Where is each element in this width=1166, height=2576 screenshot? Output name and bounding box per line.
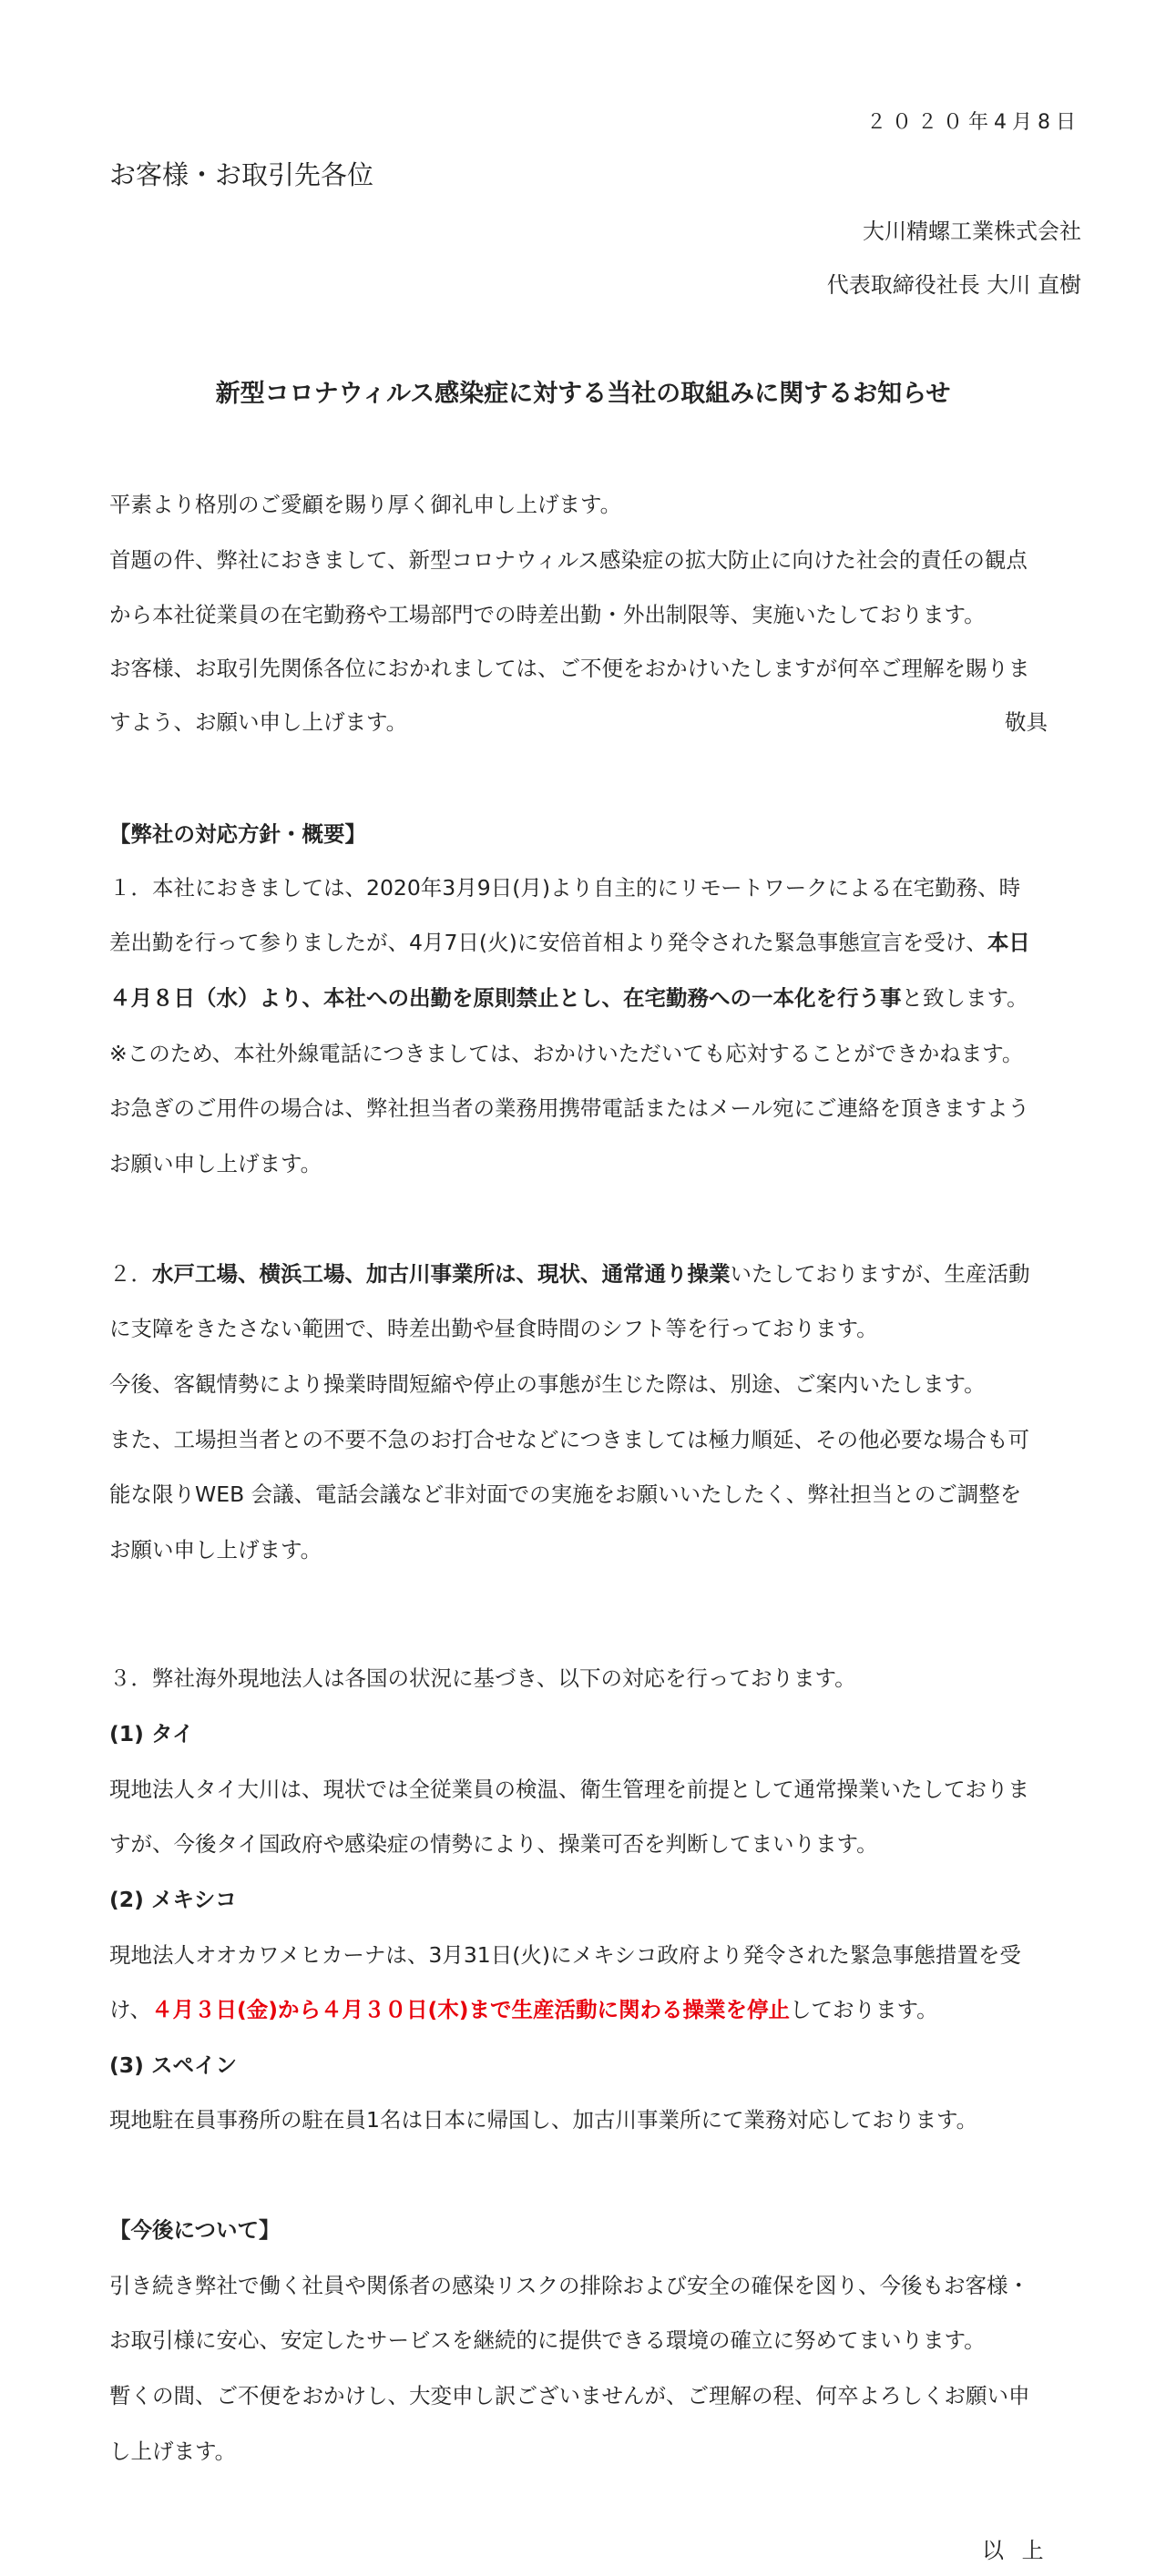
- section1-line: ※このため、本社外線電話につきましては、おかけいただいても応対することができかねます。: [109, 1041, 1024, 1066]
- highlight-span: ４月３日(金)から４月３０日(木)まで生産活動に関わる操業を停止: [151, 1997, 791, 2022]
- mexico-heading: (2) メキシコ: [109, 1887, 237, 1912]
- spain-heading: (3) スペイン: [109, 2052, 238, 2078]
- bold-span: ４月８日（水）より、本社への出勤を原則禁止とし、在宅勤務への一本化を行う事: [109, 985, 902, 1011]
- text-span: け、: [109, 1997, 152, 2022]
- representative-name: 代表取締役社長 大川 直樹: [826, 272, 1081, 298]
- bold-span: 本日: [987, 930, 1030, 955]
- greeting-line: お客様、お取引先関係各位におかれましては、ご不便をおかけいたしますが何卒ご理解を賜りま: [109, 656, 1030, 681]
- section2-line: 今後、客観情勢により操業時間短縮や停止の事態が生じた際は、別途、ご案内いたします。: [109, 1371, 986, 1397]
- section2-line: に支障をきたさない範囲で、時差出勤や昼食時間のシフト等を行っております。: [109, 1316, 878, 1341]
- text-span: と致します。: [901, 985, 1028, 1011]
- text-span: 差出勤を行って参りましたが、4月7日(火)に安倍首相より発令された緊急事態宣言を受け、: [109, 930, 987, 955]
- greeting-line: 平素より格別のご愛顧を賜り厚く御礼申し上げます。: [109, 492, 622, 517]
- section1-line: お急ぎのご用件の場合は、弊社担当者の業務用携帯電話またはメール宛にご連絡を頂きますよう: [109, 1095, 1030, 1121]
- section2-line: 能な限りWEB 会議、電話会議など非対面での実施をお願いいたしたく、弊社担当とのご調整を: [109, 1481, 1022, 1507]
- section1-line: お願い申し上げます。: [109, 1151, 322, 1176]
- mexico-line: 現地法人オオカワメヒカーナは、3月31日(火)にメキシコ政府より発令された緊急事態措置を受: [109, 1942, 1021, 1968]
- section2-line: [109, 1257, 1030, 1288]
- spain-line: 現地駐在員事務所の駐在員1名は日本に帰国し、加古川事業所にて業務対応しております。: [109, 2107, 978, 2133]
- section1-line: [109, 981, 1028, 1012]
- document-closing: 以 上: [982, 2538, 1049, 2563]
- section1-line: [109, 925, 1030, 956]
- section2-line: また、工場担当者との不要不急のお打合せなどにつきましては極力順延、その他必要な場合も可: [109, 1427, 1030, 1452]
- text-span: いたしておりますが、生産活動: [730, 1261, 1030, 1287]
- future-line: お取引様に安心、安定したサービスを継続的に提供できる環境の確立に努めてまいります。: [109, 2327, 986, 2353]
- document-title: 新型コロナウィルス感染症に対する当社の取組みに関するお知らせ: [215, 380, 951, 408]
- future-line: 引き続き弊社で働く社員や関係者の感染リスクの排除および安全の確保を図り、今後もお客様・: [109, 2273, 1030, 2298]
- mexico-line: [109, 1992, 938, 2023]
- text-span: ２．: [109, 1261, 152, 1287]
- policy-heading: 【弊社の対応方針・概要】: [109, 821, 366, 847]
- bold-span: 水戸工場、横浜工場、加古川事業所は、現状、通常通り操業: [152, 1261, 731, 1287]
- greeting-line: から本社従業員の在宅勤務や工場部門での時差出勤・外出制限等、実施いたしております。: [109, 602, 986, 627]
- greeting-line: 首題の件、弊社におきまして、新型コロナウィルス感染症の拡大防止に向けた社会的責任の観点: [109, 547, 1028, 573]
- section2-line: お願い申し上げます。: [109, 1537, 322, 1563]
- company-name: 大川精螺工業株式会社: [863, 219, 1081, 244]
- document-date: ２０２０年4月8日: [866, 111, 1081, 134]
- text-span: しております。: [790, 1997, 938, 2022]
- section3-line: ３．弊社海外現地法人は各国の状況に基づき、以下の対応を行っております。: [109, 1665, 856, 1691]
- thai-line: 現地法人タイ大川は、現状では全従業員の検温、衛生管理を前提として通常操業いたしておりま: [109, 1777, 1030, 1802]
- greeting-line: すよう、お願い申し上げます。: [109, 709, 408, 735]
- future-line: 暫くの間、ご不便をおかけし、大変申し訳ございませんが、ご理解の程、何卒よろしくお願い申: [109, 2383, 1030, 2408]
- addressee: お客様・お取引先各位: [109, 159, 374, 190]
- thai-heading: (1) タイ: [109, 1721, 194, 1746]
- future-line: し上げます。: [109, 2439, 237, 2464]
- thai-line: すが、今後タイ国政府や感染症の情勢により、操業可否を判断してまいります。: [109, 1831, 878, 1857]
- future-heading: 【今後について】: [109, 2217, 281, 2243]
- greeting-closing: 敬具: [1005, 709, 1048, 735]
- section1-line: １．本社におきましては、2020年3月9日(月)より自主的にリモートワークによる在宅勤務、時: [109, 875, 1021, 901]
